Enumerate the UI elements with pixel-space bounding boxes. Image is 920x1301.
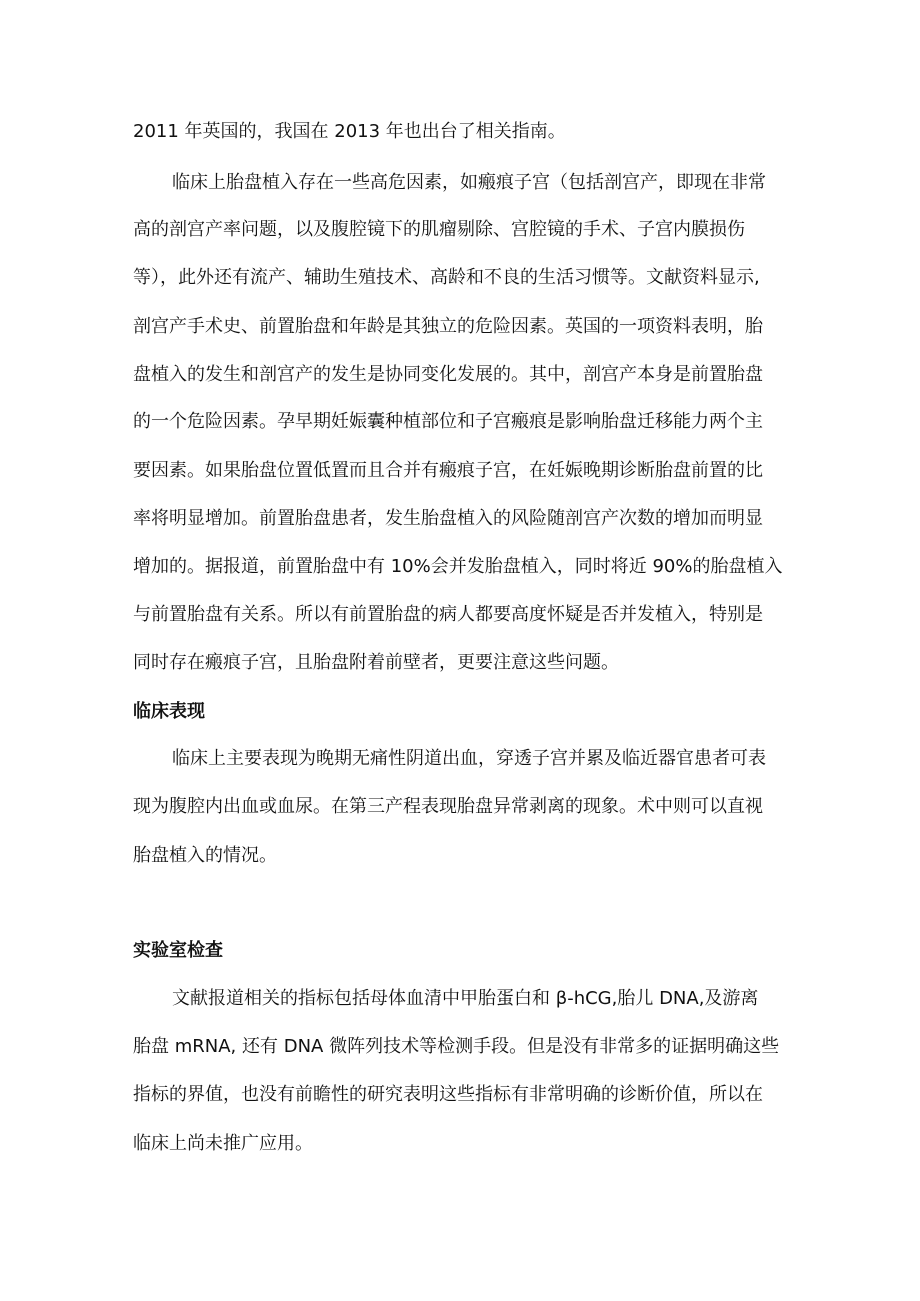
clinical-line-3: 胎盘植入的情况。: [133, 845, 277, 866]
risk-line-2: 高的剖宫产率问题，以及腹腔镜下的肌瘤剔除、宫腔镜的手术、子宫内膜损伤: [133, 219, 745, 240]
clinical-line-1: 临床上主要表现为晚期无痛性阴道出血，穿透子宫并累及临近器官患者可表: [172, 748, 766, 769]
heading-lab: 实验室检查: [133, 940, 223, 961]
clinical-line-2: 现为腹腔内出血或血尿。在第三产程表现胎盘异常剥离的现象。术中则可以直视: [133, 796, 763, 817]
risk-line-4: 剖宫产手术史、前置胎盘和年龄是其独立的危险因素。英国的一项资料表明，胎: [133, 316, 763, 337]
risk-line-10: 与前置胎盘有关系。所以有前置胎盘的病人都要高度怀疑是否并发植入，特别是: [133, 604, 763, 625]
risk-line-5: 盘植入的发生和剖宫产的发生是协同变化发展的。其中，剖宫产本身是前置胎盘: [133, 364, 763, 385]
risk-line-7: 要因素。如果胎盘位置低置而且合并有瘢痕子宫，在妊娠晚期诊断胎盘前置的比: [133, 460, 763, 481]
risk-line-9: 增加的。据报道，前置胎盘中有 10%会并发胎盘植入，同时将近 90%的胎盘植入: [133, 556, 783, 577]
lab-line-2: 胎盘 mRNA, 还有 DNA 微阵列技术等检测手段。但是没有非常多的证据明确这些: [133, 1036, 780, 1057]
risk-line-1: 临床上胎盘植入存在一些高危因素，如瘢痕子宫（包括剖宫产，即现在非常: [172, 172, 766, 193]
risk-line-11: 同时存在瘢痕子宫，且胎盘附着前壁者，更要注意这些问题。: [133, 652, 619, 673]
heading-clinical: 临床表现: [133, 701, 205, 722]
risk-line-8: 率将明显增加。前置胎盘患者，发生胎盘植入的风险随剖宫产次数的增加而明显: [133, 508, 763, 529]
intro-line-1: 2011 年英国的，我国在 2013 年也出台了相关指南。: [133, 121, 566, 142]
risk-line-6: 的一个危险因素。孕早期妊娠囊种植部位和子宫瘢痕是影响胎盘迁移能力两个主: [133, 411, 763, 432]
lab-line-3: 指标的界值，也没有前瞻性的研究表明这些指标有非常明确的诊断价值，所以在: [133, 1084, 763, 1105]
lab-line-4: 临床上尚未推广应用。: [133, 1133, 313, 1154]
lab-line-1: 文献报道相关的指标包括母体血清中甲胎蛋白和 β-hCG,胎儿 DNA,及游离: [172, 988, 759, 1009]
risk-line-3: 等），此外还有流产、辅助生殖技术、高龄和不良的生活习惯等。文献资料显示,: [133, 267, 760, 288]
